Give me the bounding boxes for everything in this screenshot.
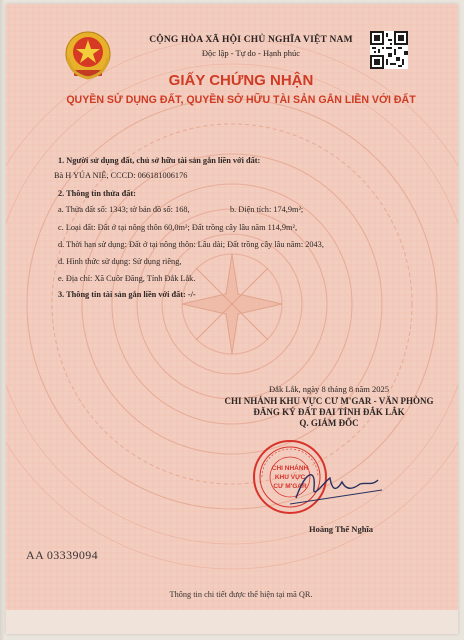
usage-term: d. Thời hạn sử dụng: Đất ở tại nông thôn: Lâu dài; Đất trồng cây lâu năm: 2043,: [58, 240, 324, 249]
parcel-address: e. Địa chỉ: Xã Cuôr Đăng, Tỉnh Đắk Lắk.: [58, 274, 196, 283]
signer-role: Q. GIÁM ĐỐC: [299, 418, 359, 428]
footer-band: [6, 610, 458, 634]
parcel-area: b. Diện tích: 174,9m²;: [230, 205, 304, 214]
issuing-office-line1: CHI NHÁNH KHU VỰC CƯ M'GAR - VĂN PHÒNG: [224, 396, 434, 406]
signing-date: Đắk Lắk, ngày 8 tháng 8 năm 2025: [269, 384, 389, 394]
qr-note: Thông tin chi tiết được thể hiện tại mã QR.: [169, 590, 313, 599]
qr-code-icon: [370, 31, 408, 69]
owner-info: Bà H YÚA NIÊ, CCCD: 066181006176: [54, 171, 188, 180]
section-3-heading: 3. Thông tin tài sản gắn liền với đất: -/-: [58, 290, 196, 299]
seal-line-2: KHU VỰC: [274, 474, 306, 481]
issuing-office-line2: ĐĂNG KÝ ĐẤT ĐAI TỈNH ĐẮK LẮK: [253, 407, 405, 417]
land-type: c. Loại đất: Đất ở tại nông thôn 60,0m²; Đất trồng cây lâu năm 114,9m²,: [58, 223, 298, 232]
national-motto: Độc lập - Tự do - Hạnh phúc: [201, 48, 301, 58]
country-name: CỘNG HÒA XÃ HỘI CHỦ NGHĨA VIỆT NAM: [149, 35, 353, 45]
usage-form: đ. Hình thức sử dụng: Sử dụng riêng,: [58, 257, 182, 266]
parcel-number: a. Thửa đất số: 1343; tờ bản đồ số: 168,: [58, 205, 190, 214]
certificate-page: [6, 4, 458, 634]
certificate-title: GIẤY CHỨNG NHẬN: [168, 72, 314, 89]
signer-name: Hoàng Thế Nghĩa: [308, 524, 374, 534]
serial-number: AA 03339094: [26, 548, 99, 562]
section-1-heading: 1. Người sử dụng đất, chủ sở hữu tài sản gắn liền với đất:: [58, 156, 261, 165]
certificate-subtitle: QUYỀN SỬ DỤNG ĐẤT, QUYỀN SỞ HỮU TÀI SẢN GẮN LIỀN VỚI ĐẤT: [66, 94, 416, 106]
handwritten-signature: [286, 460, 386, 510]
seal-line-1: CHI NHÁNH: [271, 465, 309, 472]
section-2-heading: 2. Thông tin thửa đất:: [58, 189, 136, 198]
seal-line-3: CƯ M'GAR: [273, 483, 307, 490]
